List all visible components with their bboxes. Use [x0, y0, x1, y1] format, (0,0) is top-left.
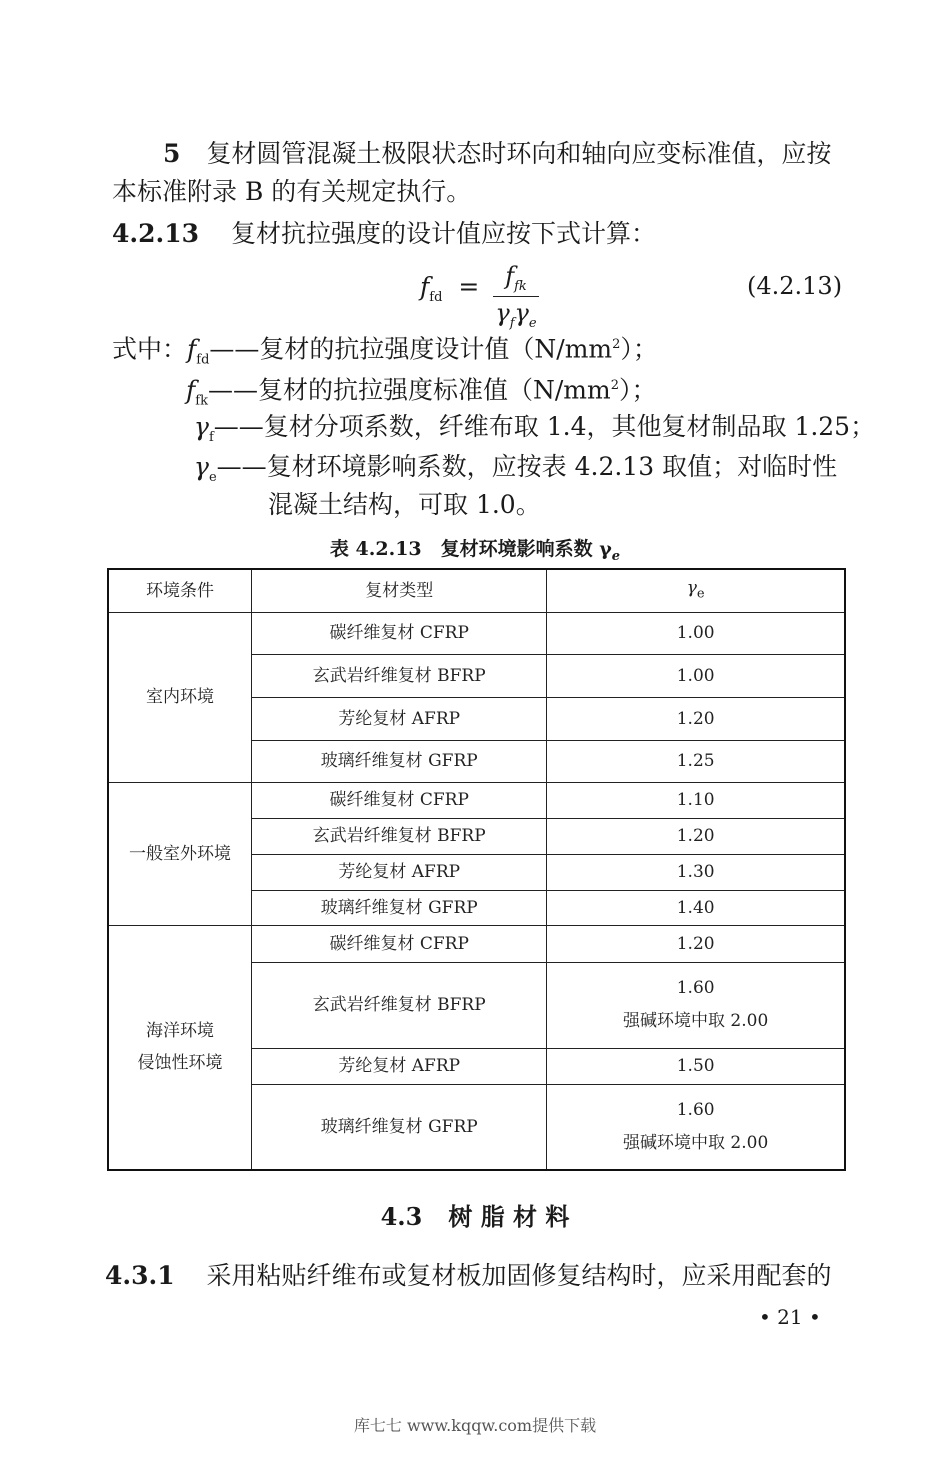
value-cell: 1.00	[547, 612, 845, 654]
definition-gamma-f: $\gamma_f——$复材分项系数，纤维布取 1.4，其他复材制品取 1.25；	[194, 412, 876, 445]
type-cell: 碳纤维复材 CFRP	[252, 782, 547, 818]
value-cell: 1.00	[547, 654, 845, 697]
value-cell: 1.60 强碱环境中取 2.00	[547, 1084, 845, 1170]
definition-ffd: 式中：$f_{fd}——$复材的抗拉强度设计值$(N/mm^2)$；	[112, 334, 658, 368]
clause-5	[163, 137, 831, 171]
formula-denominator: $\gamma_f\gamma_e$	[495, 298, 537, 331]
type-cell: 芳纶复材 AFRP	[252, 697, 547, 740]
table-row	[108, 612, 845, 654]
type-cell: 碳纤维复材 CFRP	[252, 612, 547, 654]
value-cell: 1.25	[547, 740, 845, 782]
formula-number: (4.2.13)	[747, 272, 843, 300]
type-cell: 玻璃纤维复材 GFRP	[252, 740, 547, 782]
environment-factor-table	[107, 568, 846, 1171]
value-cell: 1.60 强碱环境中取 2.00	[547, 962, 845, 1048]
type-cell: 玻璃纤维复材 GFRP	[252, 1084, 547, 1170]
clause-number: 4.3.1	[105, 1261, 175, 1290]
formula-lhs: $f_{fd}$ =	[420, 272, 480, 305]
type-cell: 芳纶复材 AFRP	[252, 1048, 547, 1084]
header-type: 复材类型	[252, 569, 547, 612]
page-number: • 21 •	[759, 1305, 821, 1329]
watermark-text: 库七七 www.kqqw.com提供下载	[353, 1416, 597, 1435]
clause-4-2-13	[112, 217, 656, 251]
definition-continuation: 混凝土结构，可取 1.0。	[268, 490, 541, 519]
table-caption: 表 4.2.13 复材环境影响系数 $\gamma_e$	[329, 538, 621, 564]
header-gamma: $\gamma_e$	[547, 569, 845, 612]
definition-gamma-e: $\gamma_e——$复材环境影响系数，应按表 4.2.13 取值；对临时性	[194, 452, 838, 485]
definition-ffk: $f_{fk}——$复材的抗拉强度标准值$(N/mm^2)$；	[186, 375, 657, 409]
formula-numerator: $f_{fk}$	[493, 262, 539, 297]
value-cell: 1.20	[547, 818, 845, 854]
table-row	[108, 925, 845, 962]
value-cell: 1.20	[547, 697, 845, 740]
section-heading: 4.3 树 脂 材 料	[380, 1202, 570, 1231]
type-cell: 玄武岩纤维复材 BFRP	[252, 818, 547, 854]
env-cell: 一般室外环境	[108, 782, 252, 925]
value-cell: 1.50	[547, 1048, 845, 1084]
env-cell: 海洋环境 侵蚀性环境	[108, 925, 252, 1170]
env-cell: 室内环境	[108, 612, 252, 782]
clause-text: 采用粘贴纤维布或复材板加固修复结构时，应采用配套的	[206, 1261, 832, 1290]
value-cell: 1.40	[547, 890, 845, 925]
value-cell: 1.10	[547, 782, 845, 818]
clause-text: 复材抗拉强度的设计值应按下式计算：	[230, 219, 656, 248]
type-cell: 芳纶复材 AFRP	[252, 854, 547, 890]
clause-4-3-1	[105, 1259, 832, 1293]
formula-fraction	[493, 262, 539, 331]
type-cell: 玄武岩纤维复材 BFRP	[252, 654, 547, 697]
type-cell: 玄武岩纤维复材 BFRP	[252, 962, 547, 1048]
clause-5-continuation: 本标准附录 B 的有关规定执行。	[112, 177, 472, 206]
table-header-row	[108, 569, 845, 612]
clause-text: 复材圆管混凝土极限状态时环向和轴向应变标准值，应按	[206, 139, 832, 168]
value-cell: 1.20	[547, 925, 845, 962]
table-row	[108, 782, 845, 818]
clause-number: 5	[163, 139, 181, 168]
header-env: 环境条件	[108, 569, 252, 612]
clause-number: 4.2.13	[112, 219, 199, 248]
type-cell: 碳纤维复材 CFRP	[252, 925, 547, 962]
value-cell: 1.30	[547, 854, 845, 890]
type-cell: 玻璃纤维复材 GFRP	[252, 890, 547, 925]
